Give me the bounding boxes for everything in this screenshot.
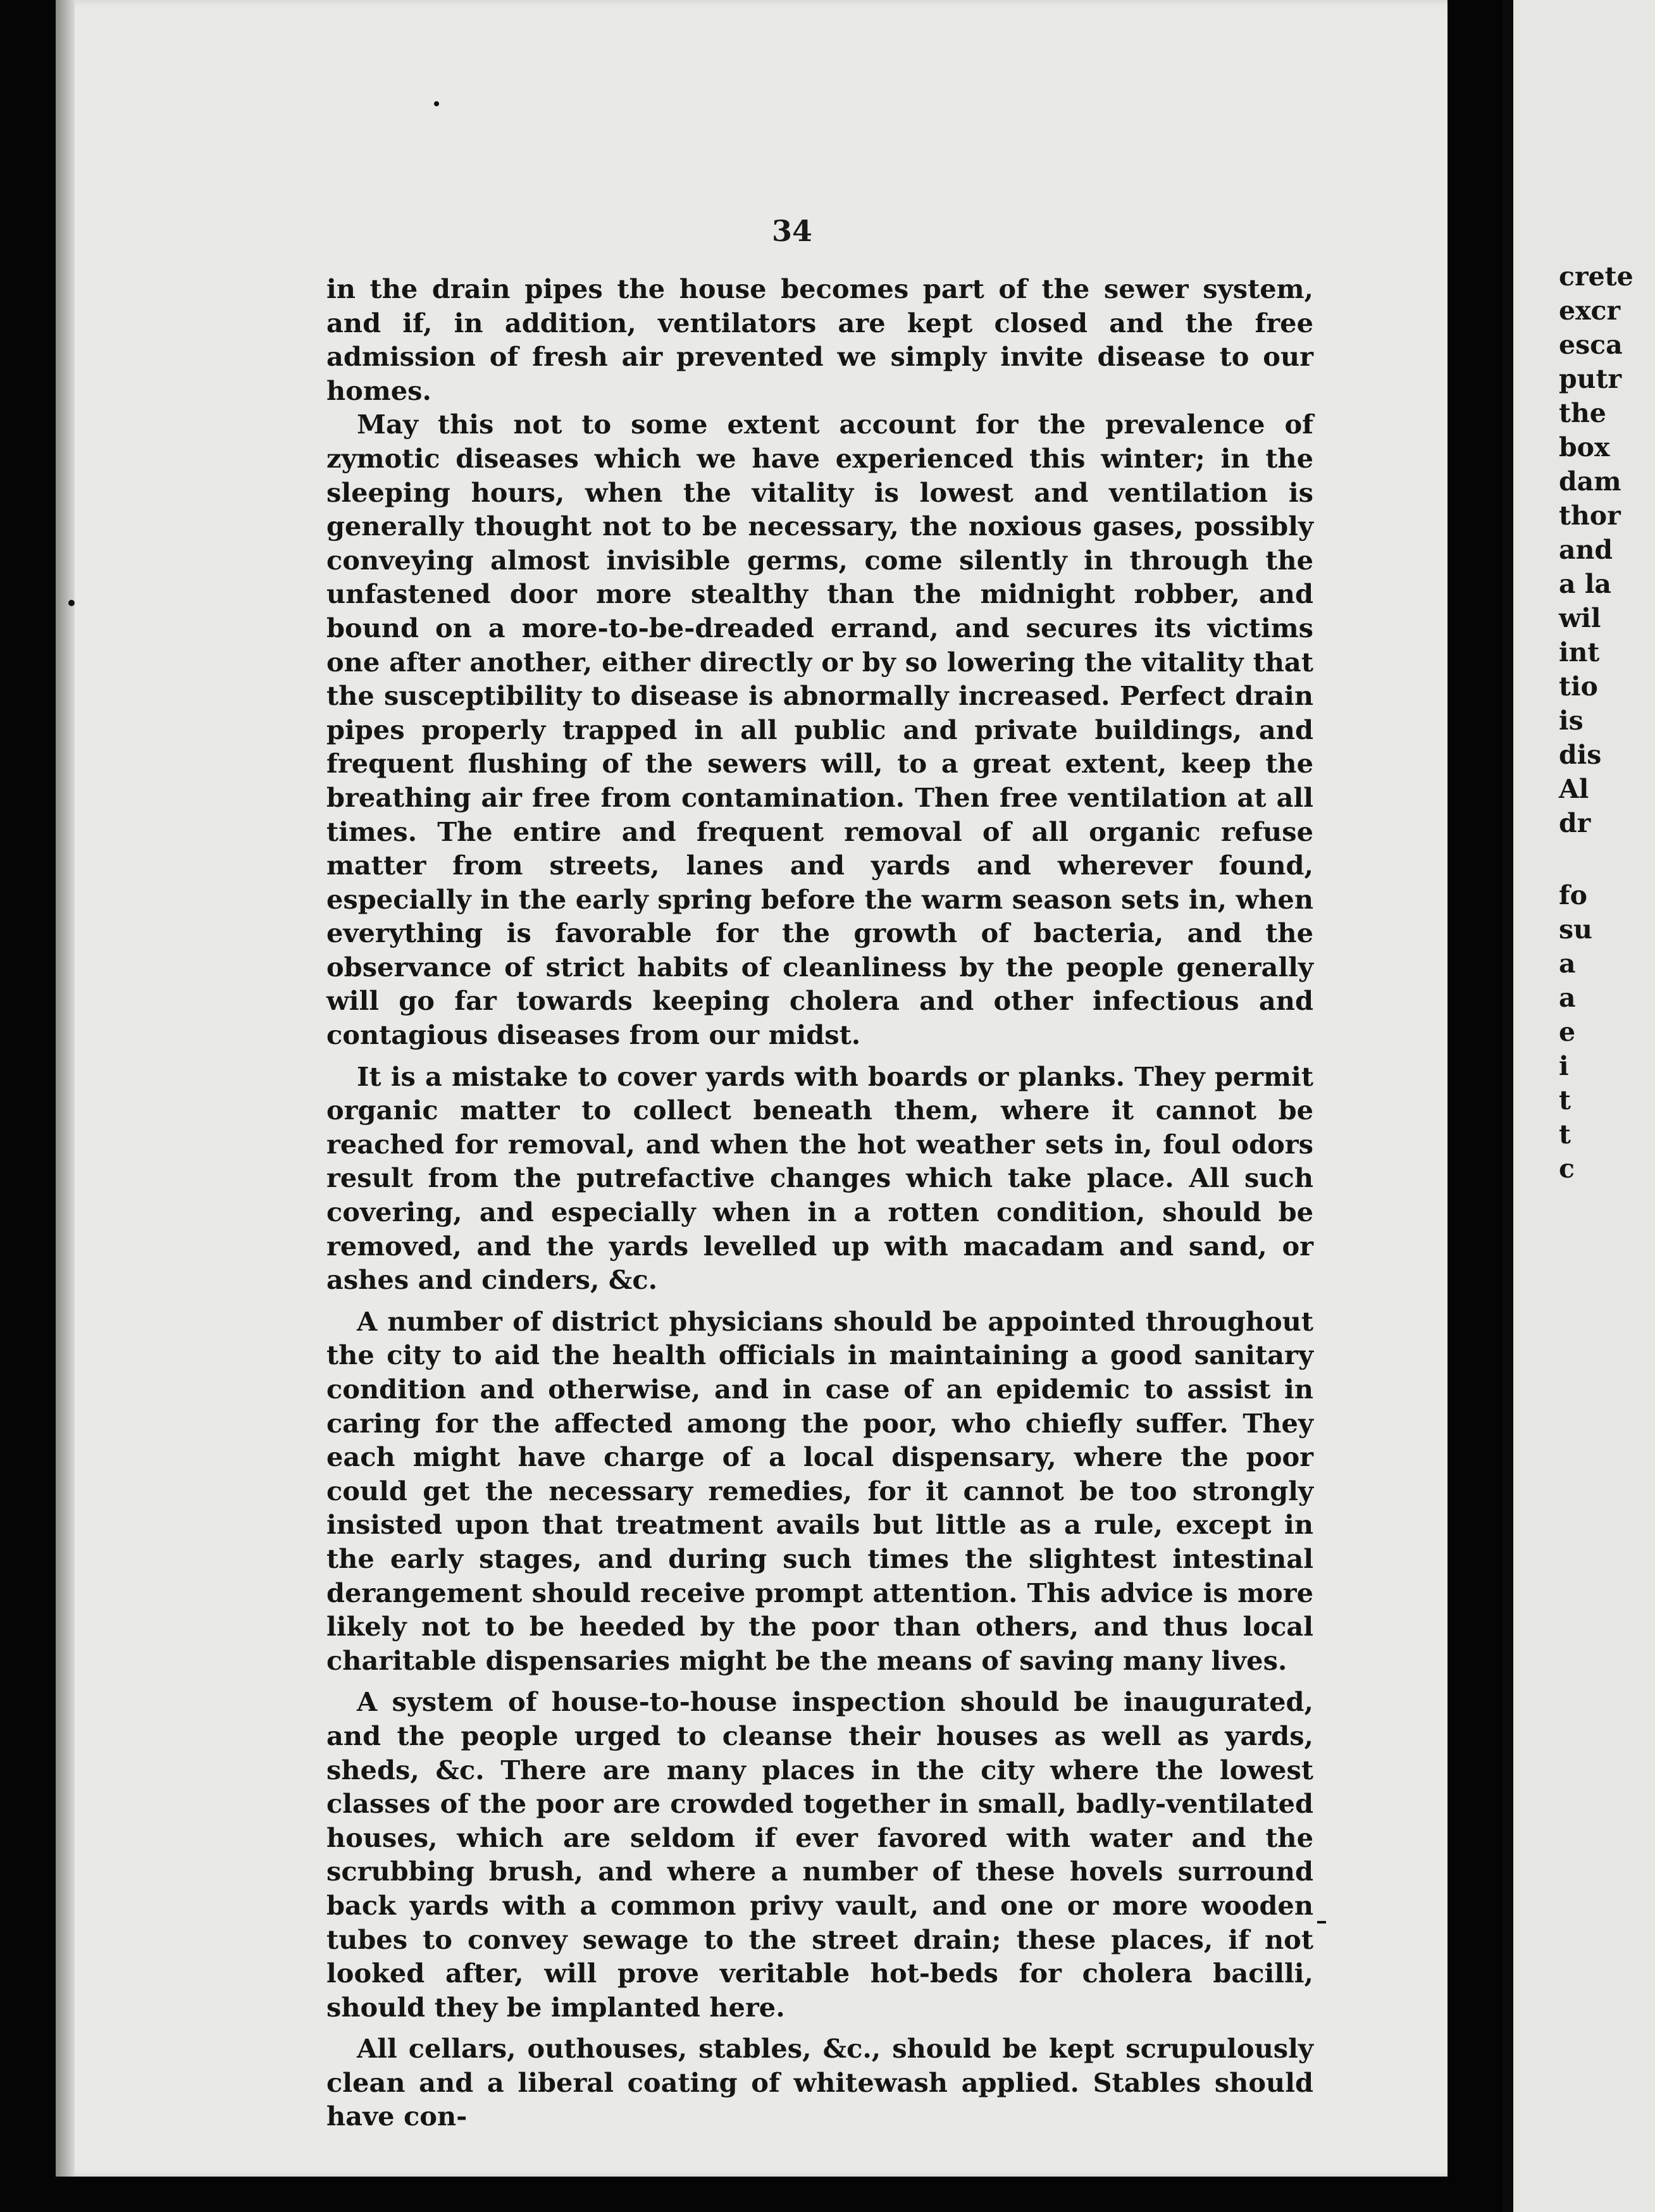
facing-line: su <box>1559 914 1592 945</box>
facing-page-text <box>1559 259 1655 1186</box>
facing-line: excr <box>1559 295 1621 326</box>
facing-line: a <box>1559 983 1576 1013</box>
facing-line: dr <box>1559 808 1591 838</box>
facing-line: wil <box>1559 603 1601 633</box>
facing-line: putr <box>1559 364 1622 394</box>
facing-line: t <box>1559 1085 1571 1115</box>
paragraph-3: It is a mistake to cover yards with boards or planks. They permit organic matter to collect beneath them, where it cannot be reached for removal, and when the hot weather sets in, foul odors result from the putrefactive changes which take place. All such covering, and especially when in a rotten condition, should be removed, and the yards levelled up with macadam and sand, or ashes and cinders, &c. <box>326 1060 1313 1296</box>
scan-speck <box>68 600 75 606</box>
facing-line: int <box>1559 637 1600 668</box>
facing-line: a la <box>1559 569 1611 599</box>
facing-spacer <box>1559 840 1655 878</box>
body-text <box>326 272 1313 2134</box>
scan-speck <box>434 101 439 106</box>
facing-line: a <box>1559 948 1576 979</box>
paragraph-1: in the drain pipes the house becomes part of the sewer system, and if, in addition, ventilators are kept closed and the free admission of fresh air prevented we simply invite disease to our homes. <box>326 273 1313 406</box>
paragraph-4: A number of district physicians should be appointed throughout the city to aid the health officials in maintaining a good sanitary condition and otherwise, and in case of an epidemic to assist in caring for the affected among the poor, who chiefly suffer. They each might have charge of a local dispensary, where the poor could get the necessary remedies, for it cannot be too strongly insisted upon that treatment avails but little as a rule, except in the early stages, and during such times the slightest intestinal derangement should receive prompt attention. This advice is more likely not to be heeded by the poor than others, and thus local charitable dispensaries might be the means of saving many lives. <box>326 1305 1313 1676</box>
paragraph-2: May this not to some extent account for the prevalence of zymotic diseases which we have experienced this winter; in the sleeping hours, when the vitality is lowest and ventilation is generally thought not to be necessary, the noxious gases, possibly conveying almost invisible germs, come silently in through the unfastened door more stealthy than the midnight robber, and bound on a more-to-be-dreaded errand, and secures its victims one after another, either directly or by so lowering the vitality that the susceptibility to disease is abnormally increased. Perfect drain pipes properly trapped in all public and private buildings, and frequent flushing of the sewers will, to a great extent, keep the breathing air free from contamination. Then free ventilation at all times. The entire and frequent removal of all organic refuse matter from streets, lanes and yards and wherever found, especially in the early spring before the warm season sets in, when everything is favorable for the growth of bacteria, and the observance of strict habits of cleanliness by the people generally will go far towards keeping cholera and other infectious and contagious diseases from our midst. <box>326 409 1313 1051</box>
page-left-edge-shadow <box>56 0 75 2177</box>
facing-line: esca <box>1559 330 1623 360</box>
facing-line: i <box>1559 1051 1569 1081</box>
scan-speck <box>1317 1921 1326 1923</box>
facing-line: crete <box>1559 261 1633 292</box>
facing-line: box <box>1559 432 1610 463</box>
facing-line: Al <box>1559 774 1589 804</box>
facing-line: and <box>1559 535 1613 565</box>
page-number: 34 <box>772 214 813 248</box>
facing-line: dam <box>1559 466 1621 497</box>
paragraph-6: All cellars, outhouses, stables, &c., should be kept scrupulously clean and a liberal coating of whitewash applied. Stables should have con- <box>326 2033 1313 2132</box>
facing-line: t <box>1559 1119 1571 1150</box>
facing-line: c <box>1559 1153 1575 1184</box>
facing-line: the <box>1559 398 1606 428</box>
facing-line: is <box>1559 705 1584 736</box>
facing-line: e <box>1559 1017 1576 1047</box>
facing-line: thor <box>1559 500 1621 531</box>
facing-line: tio <box>1559 671 1598 702</box>
facing-line: dis <box>1559 740 1602 770</box>
facing-line: fo <box>1559 880 1587 910</box>
paragraph-5: A system of house-to-house inspection should be inaugurated, and the people urged to cleanse their houses as well as yards, sheds, &c. There are many places in the city where the lowest classes of the poor are crowded together in small, badly-ventilated houses, which are seldom if ever favored with water and the scrubbing brush, and where a number of these hovels surround back yards with a common privy vault, and one or more wooden tubes to convey sewage to the street drain; these places, if not looked after, will prove veritable hot-beds for cholera bacilli, should they be implanted here. <box>326 1686 1313 2023</box>
